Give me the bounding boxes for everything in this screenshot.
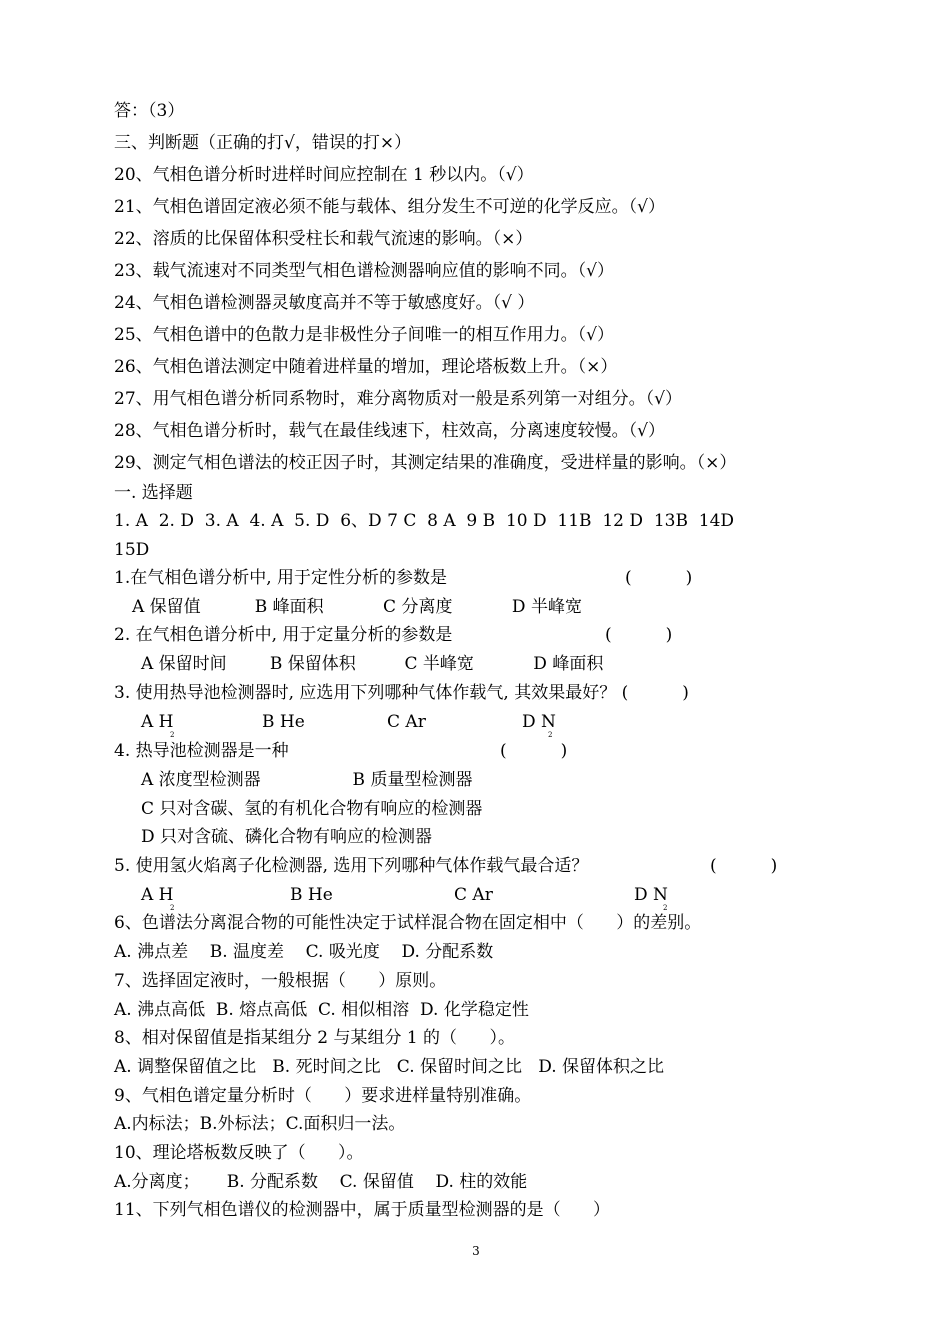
answer-blank: ( ) <box>625 568 693 588</box>
option-b-he: B He <box>290 885 333 905</box>
answer-key-line-1: 1. A 2. D 3. A 4. A 5. D 6、D 7 C 8 A 9 B 10 D 11B 12 D 13B 14D <box>114 511 735 531</box>
subscript-2: 2 <box>663 904 668 912</box>
mc-options-6: A. 沸点差 B. 温度差 C. 吸光度 D. 分配系数 <box>114 942 494 962</box>
option-a-h2: A H <box>141 885 174 905</box>
section-heading-true-false: 三、判断题（正确的打√，错误的打×） <box>114 133 412 153</box>
answer-blank: ( ) <box>605 625 673 645</box>
subscript-2: 2 <box>170 731 175 739</box>
mc-question-3: 3. 使用热导池检测器时, 应选用下列哪种气体作载气, 其效果最好？ ( ) <box>114 683 689 703</box>
mc-question-2: 2. 在气相色谱分析中, 用于定量分析的参数是 <box>114 625 453 645</box>
question-20: 20、气相色谱分析时进样时间应控制在 1 秒以内。（√） <box>114 165 534 185</box>
question-22: 22、溶质的比保留体积受柱长和载气流速的影响。（×） <box>114 229 533 249</box>
mc-options-2: A 保留时间 B 保留体积 C 半峰宽 D 峰面积 <box>141 654 604 674</box>
subscript-2: 2 <box>548 731 553 739</box>
answer-key-line-2: 15D <box>114 540 150 560</box>
mc-option-4d: D 只对含硫、磷化合物有响应的检测器 <box>141 827 433 847</box>
mc-question-5: 5. 使用氢火焰离子化检测器, 选用下列哪种气体作载气最合适？ <box>114 856 589 876</box>
section-heading-multiple-choice: 一. 选择题 <box>114 483 193 503</box>
mc-question-7: 7、选择固定液时，一般根据（ ）原则。 <box>114 971 447 991</box>
question-25: 25、气相色谱中的色散力是非极性分子间唯一的相互作用力。（√） <box>114 325 614 345</box>
question-27: 27、用气相色谱分析同系物时，难分离物质对一般是系列第一对组分。（√） <box>114 389 682 409</box>
mc-options-10: A.分离度； B. 分配系数 C. 保留值 D. 柱的效能 <box>114 1172 528 1192</box>
mc-question-6: 6、色谱法分离混合物的可能性决定于试样混合物在固定相中（ ）的差别。 <box>114 913 702 933</box>
mc-options-8: A. 调整保留值之比 B. 死时间之比 C. 保留时间之比 D. 保留体积之比 <box>114 1057 665 1077</box>
question-26: 26、气相色谱法测定中随着进样量的增加，理论塔板数上升。（×） <box>114 357 618 377</box>
mc-option-4c: C 只对含碳、氢的有机化合物有响应的检测器 <box>141 799 483 819</box>
option-c-ar: C Ar <box>387 712 426 732</box>
question-24: 24、气相色谱检测器灵敏度高并不等于敏感度好。（√ ） <box>114 293 535 313</box>
mc-question-9: 9、气相色谱定量分析时（ ）要求进样量特别准确。 <box>114 1086 532 1106</box>
question-29: 29、测定气相色谱法的校正因子时，其测定结果的准确度，受进样量的影响。（×） <box>114 453 737 473</box>
mc-question-11: 11、下列气相色谱仪的检测器中，属于质量型检测器的是（ ） <box>114 1200 611 1220</box>
answer-blank: ( ) <box>500 741 568 761</box>
option-d-n2: D N <box>522 712 556 732</box>
question-21: 21、气相色谱固定液必须不能与载体、组分发生不可逆的化学反应。（√） <box>114 197 665 217</box>
question-28: 28、气相色谱分析时，载气在最佳线速下，柱效高，分离速度较慢。（√） <box>114 421 665 441</box>
page-number: 3 <box>472 1244 480 1258</box>
mc-option-4a-4b: A 浓度型检测器 B 质量型检测器 <box>141 770 473 790</box>
question-23: 23、载气流速对不同类型气相色谱检测器响应值的影响不同。（√） <box>114 261 614 281</box>
answer-line: 答：（3） <box>114 101 185 121</box>
mc-question-1: 1.在气相色谱分析中, 用于定性分析的参数是 <box>114 568 448 588</box>
option-d-n2: D N <box>634 885 668 905</box>
mc-question-10: 10、理论塔板数反映了（ ）。 <box>114 1143 364 1163</box>
option-b-he: B He <box>262 712 305 732</box>
mc-question-8: 8、相对保留值是指某组分 2 与某组分 1 的（ ）。 <box>114 1028 515 1048</box>
mc-options-1: A 保留值 B 峰面积 C 分离度 D 半峰宽 <box>132 597 582 617</box>
subscript-2: 2 <box>170 904 175 912</box>
mc-question-4: 4. 热导池检测器是一种 <box>114 741 289 761</box>
option-c-ar: C Ar <box>454 885 493 905</box>
answer-blank: ( ) <box>710 856 778 876</box>
option-a-h2: A H <box>141 712 174 732</box>
mc-options-7: A. 沸点高低 B. 熔点高低 C. 相似相溶 D. 化学稳定性 <box>114 1000 529 1020</box>
mc-options-9: A.内标法；B.外标法；C.面积归一法。 <box>114 1114 406 1134</box>
